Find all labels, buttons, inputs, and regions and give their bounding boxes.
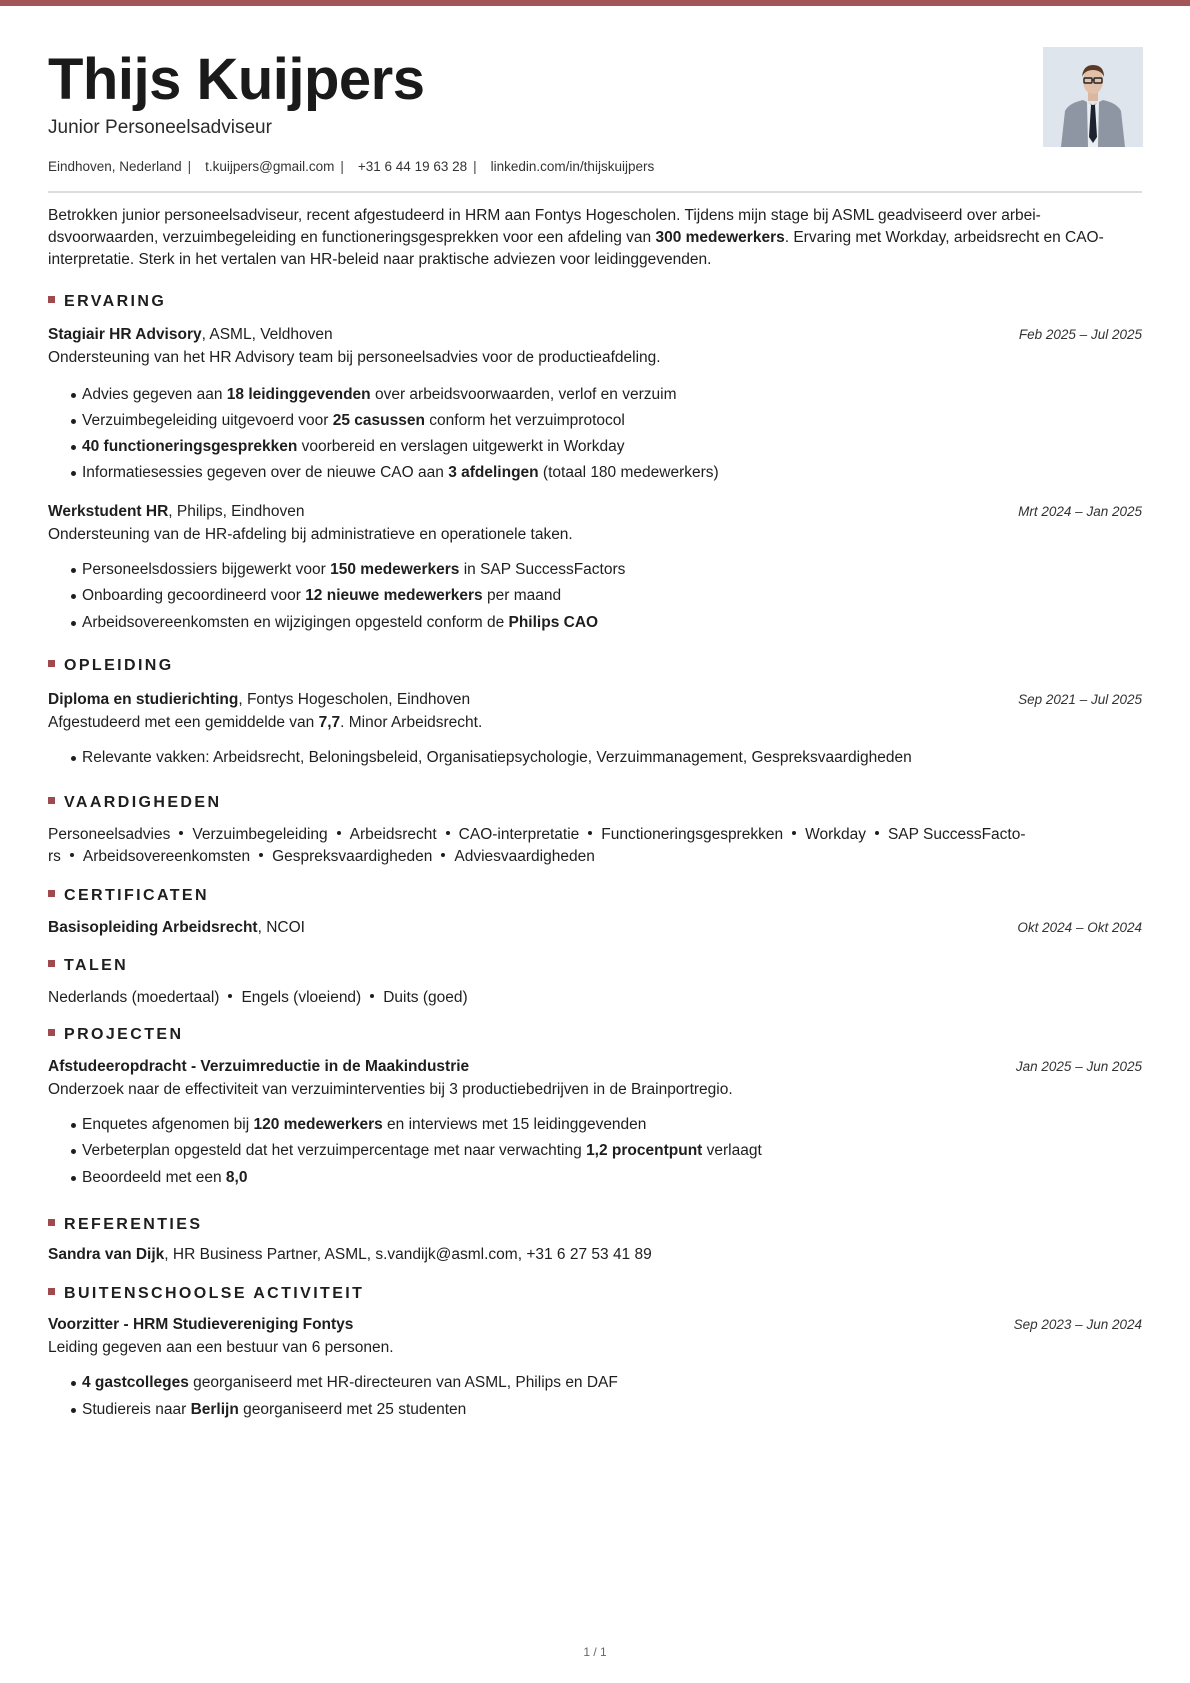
reference-name: Sandra van Dijk bbox=[48, 1246, 165, 1263]
skills-line: rs Arbeidsovereenkomsten Gespreksvaardigheden Adviesvaardigheden bbox=[48, 848, 595, 865]
bullet-icon bbox=[71, 1408, 76, 1413]
experience-entry-header bbox=[48, 502, 1142, 522]
bullet-icon bbox=[588, 831, 592, 835]
square-marker-icon bbox=[48, 890, 55, 897]
degree: Diploma en studierichting bbox=[48, 691, 239, 708]
person-portrait-icon bbox=[1043, 47, 1143, 147]
list-item: Onboarding gecoordineerd voor 12 nieuwe medewerkers per maand bbox=[72, 586, 561, 606]
section-heading-references bbox=[48, 1215, 202, 1235]
bullet-icon bbox=[179, 831, 183, 835]
list-item: Verzuimbegeleiding uitgevoerd voor 25 casussen conform het verzuimprotocol bbox=[72, 411, 625, 431]
activity-role: Voorzitter - HRM Studievereniging Fontys bbox=[48, 1316, 354, 1333]
bullet-icon bbox=[71, 419, 76, 424]
list-item: 40 functioneringsgesprekken voorbereid en verslagen uitgewerkt in Workday bbox=[72, 437, 624, 457]
contact-bar bbox=[48, 158, 654, 176]
section-title: REFERENTIES bbox=[64, 1216, 203, 1233]
list-item: Studiereis naar Berlijn georganiseerd met 25 studenten bbox=[72, 1400, 466, 1420]
square-marker-icon bbox=[48, 960, 55, 967]
list-item: Informatiesessies gegeven over de nieuwe CAO aan 3 afdelingen (totaal 180 medewerkers) bbox=[72, 463, 719, 483]
bullet-icon bbox=[228, 994, 232, 998]
project-entry-header bbox=[48, 1057, 1142, 1077]
bullet-icon bbox=[446, 831, 450, 835]
profile-photo bbox=[1043, 47, 1143, 147]
bullet-icon bbox=[71, 445, 76, 450]
contact-email[interactable]: t.kuijpers@gmail.com bbox=[205, 159, 335, 174]
section-title: CERTIFICATEN bbox=[64, 887, 209, 904]
school: , Fontys Hogescholen, Eindhoven bbox=[238, 691, 471, 708]
list-item: Relevante vakken: Arbeidsrecht, Beloningsbeleid, Organisatiepsychologie, Verzuimmanagement, Gespreksvaardigheden bbox=[72, 748, 912, 768]
section-heading-extracurricular bbox=[48, 1284, 364, 1304]
job-org: , ASML, Veldhoven bbox=[201, 326, 333, 343]
project-date: Jan 2025 – Jun 2025 bbox=[1015, 1059, 1142, 1074]
bullet-icon bbox=[792, 831, 796, 835]
job-role: Werkstudent HR bbox=[48, 503, 169, 520]
bullet-icon bbox=[441, 853, 445, 857]
bullet-icon bbox=[71, 1176, 76, 1181]
square-marker-icon bbox=[48, 1288, 55, 1295]
contact-location: Eindhoven, Nederland bbox=[48, 159, 182, 174]
section-heading-skills bbox=[48, 793, 221, 813]
bullet-icon bbox=[71, 568, 76, 573]
list-item: Arbeidsovereenkomsten en wijzigingen opgesteld conform de Philips CAO bbox=[72, 613, 598, 633]
header-divider bbox=[48, 191, 1142, 193]
section-title: ERVARING bbox=[64, 293, 167, 310]
education-entry-header bbox=[48, 690, 1142, 710]
project-name: Afstudeeropdracht - Verzuimreductie in de Maakindustrie bbox=[48, 1058, 470, 1075]
page-number: 1 / 1 bbox=[583, 1645, 607, 1659]
activity-date: Sep 2023 – Jun 2024 bbox=[1013, 1317, 1142, 1332]
square-marker-icon bbox=[48, 1219, 55, 1226]
list-item: 4 gastcolleges georganiseerd met HR-directeuren van ASML, Philips en DAF bbox=[72, 1373, 618, 1393]
section-title: VAARDIGHEDEN bbox=[64, 794, 222, 811]
list-item: Enquetes afgenomen bij 120 medewerkers en interviews met 15 leidinggevenden bbox=[72, 1115, 646, 1135]
project-description: Onderzoek naar de effectiviteit van verzuiminterventies bij 3 productiebedrijven in de Brainportregio. bbox=[48, 1081, 733, 1098]
section-title: OPLEIDING bbox=[64, 657, 174, 674]
bullet-icon bbox=[70, 853, 74, 857]
certificate-issuer: , NCOI bbox=[257, 919, 305, 936]
bullet-icon bbox=[370, 994, 374, 998]
education-date: Sep 2021 – Jul 2025 bbox=[1018, 692, 1142, 707]
accent-top-bar bbox=[0, 0, 1190, 6]
job-date: Mrt 2024 – Jan 2025 bbox=[1018, 504, 1142, 519]
certificate-date: Okt 2024 – Okt 2024 bbox=[1017, 920, 1142, 935]
candidate-name: Thijs Kuijpers bbox=[48, 47, 425, 112]
section-title: TALEN bbox=[64, 957, 129, 974]
section-heading-certificates bbox=[48, 886, 209, 906]
list-item: Verbeterplan opgesteld dat het verzuimpercentage met naar verwachting 1,2 procentpunt verlaagt bbox=[72, 1141, 762, 1161]
section-heading-languages bbox=[48, 956, 128, 976]
activity-entry-header bbox=[48, 1315, 1142, 1335]
bullet-icon bbox=[71, 594, 76, 599]
square-marker-icon bbox=[48, 1029, 55, 1036]
section-heading-education bbox=[48, 656, 174, 676]
bullet-icon bbox=[875, 831, 879, 835]
bullet-icon bbox=[71, 1123, 76, 1128]
contact-separator: | bbox=[340, 159, 344, 174]
bullet-icon bbox=[71, 1149, 76, 1154]
job-org: , Philips, Eindhoven bbox=[168, 503, 305, 520]
square-marker-icon bbox=[48, 797, 55, 804]
bullet-icon bbox=[71, 471, 76, 476]
bullet-icon bbox=[71, 393, 76, 398]
bullet-icon bbox=[71, 621, 76, 626]
section-title: PROJECTEN bbox=[64, 1026, 184, 1043]
contact-separator: | bbox=[473, 159, 477, 174]
reference-entry bbox=[48, 1245, 1142, 1265]
certificate-name: Basisopleiding Arbeidsrecht bbox=[48, 919, 258, 936]
square-marker-icon bbox=[48, 660, 55, 667]
activity-description: Leiding gegeven aan een bestuur van 6 personen. bbox=[48, 1339, 394, 1356]
list-item: Advies gegeven aan 18 leidinggevenden over arbeidsvoorwaarden, verlof en verzuim bbox=[72, 385, 676, 405]
profile-summary bbox=[48, 205, 1142, 271]
contact-phone[interactable]: +31 6 44 19 63 28 bbox=[357, 159, 468, 174]
contact-linkedin[interactable]: linkedin.com/in/thijskuijpers bbox=[490, 159, 655, 174]
bullet-icon bbox=[71, 1381, 76, 1386]
reference-details: , HR Business Partner, ASML, s.vandijk@asml.com, +31 6 27 53 41 89 bbox=[164, 1246, 652, 1263]
list-item: Beoordeeld met een 8,0 bbox=[72, 1168, 247, 1188]
summary-highlight: 300 medewerkers bbox=[655, 229, 785, 246]
square-marker-icon bbox=[48, 296, 55, 303]
bullet-icon bbox=[337, 831, 341, 835]
candidate-title: Junior Personeelsadviseur bbox=[48, 117, 272, 138]
section-heading-projects bbox=[48, 1025, 183, 1045]
languages-line: Nederlands (moedertaal) Engels (vloeiend) Duits (goed) bbox=[48, 989, 468, 1006]
bullet-icon bbox=[71, 756, 76, 761]
bullet-icon bbox=[259, 853, 263, 857]
job-role: Stagiair HR Advisory bbox=[48, 326, 202, 343]
section-heading-experience bbox=[48, 292, 166, 312]
experience-entry-header bbox=[48, 325, 1142, 345]
contact-separator: | bbox=[187, 159, 192, 174]
section-title: BUITENSCHOOLSE ACTIVITEIT bbox=[64, 1285, 365, 1302]
education-description: Afgestudeerd met een gemiddelde van 7,7. Minor Arbeidsrecht. bbox=[48, 714, 483, 731]
job-description: Ondersteuning van de HR-afdeling bij administratieve en operationele taken. bbox=[48, 526, 573, 543]
job-description: Ondersteuning van het HR Advisory team bij personeelsadvies voor de productieafdeling. bbox=[48, 349, 661, 366]
list-item: Personeelsdossiers bijgewerkt voor 150 medewerkers in SAP SuccessFactors bbox=[72, 560, 625, 580]
summary-text: . Ervaring met Workday, arbeidsrecht en CAO-interpretatie. Sterk in het vertalen van HR-beleid naar praktische adviezen voor leidinggevenden. bbox=[48, 229, 1104, 268]
certificate-entry bbox=[48, 918, 1142, 938]
summary-text: Betrokken junior personeelsadviseur, recent afgestudeerd in HRM aan Fontys Hogescholen. Tijdens mijn stage bij ASML geadviseerd over arbei-dsvoorwaarden, verzuimbegeleiding en functioneringsgesprekken voor een afdeling van bbox=[48, 207, 1041, 246]
job-date: Feb 2025 – Jul 2025 bbox=[1018, 327, 1142, 342]
skills-line: Personeelsadvies Verzuimbegeleiding Arbeidsrecht CAO-interpretatie Functioneringsgesprekken Workday SAP SuccessFacto- bbox=[48, 826, 1026, 843]
